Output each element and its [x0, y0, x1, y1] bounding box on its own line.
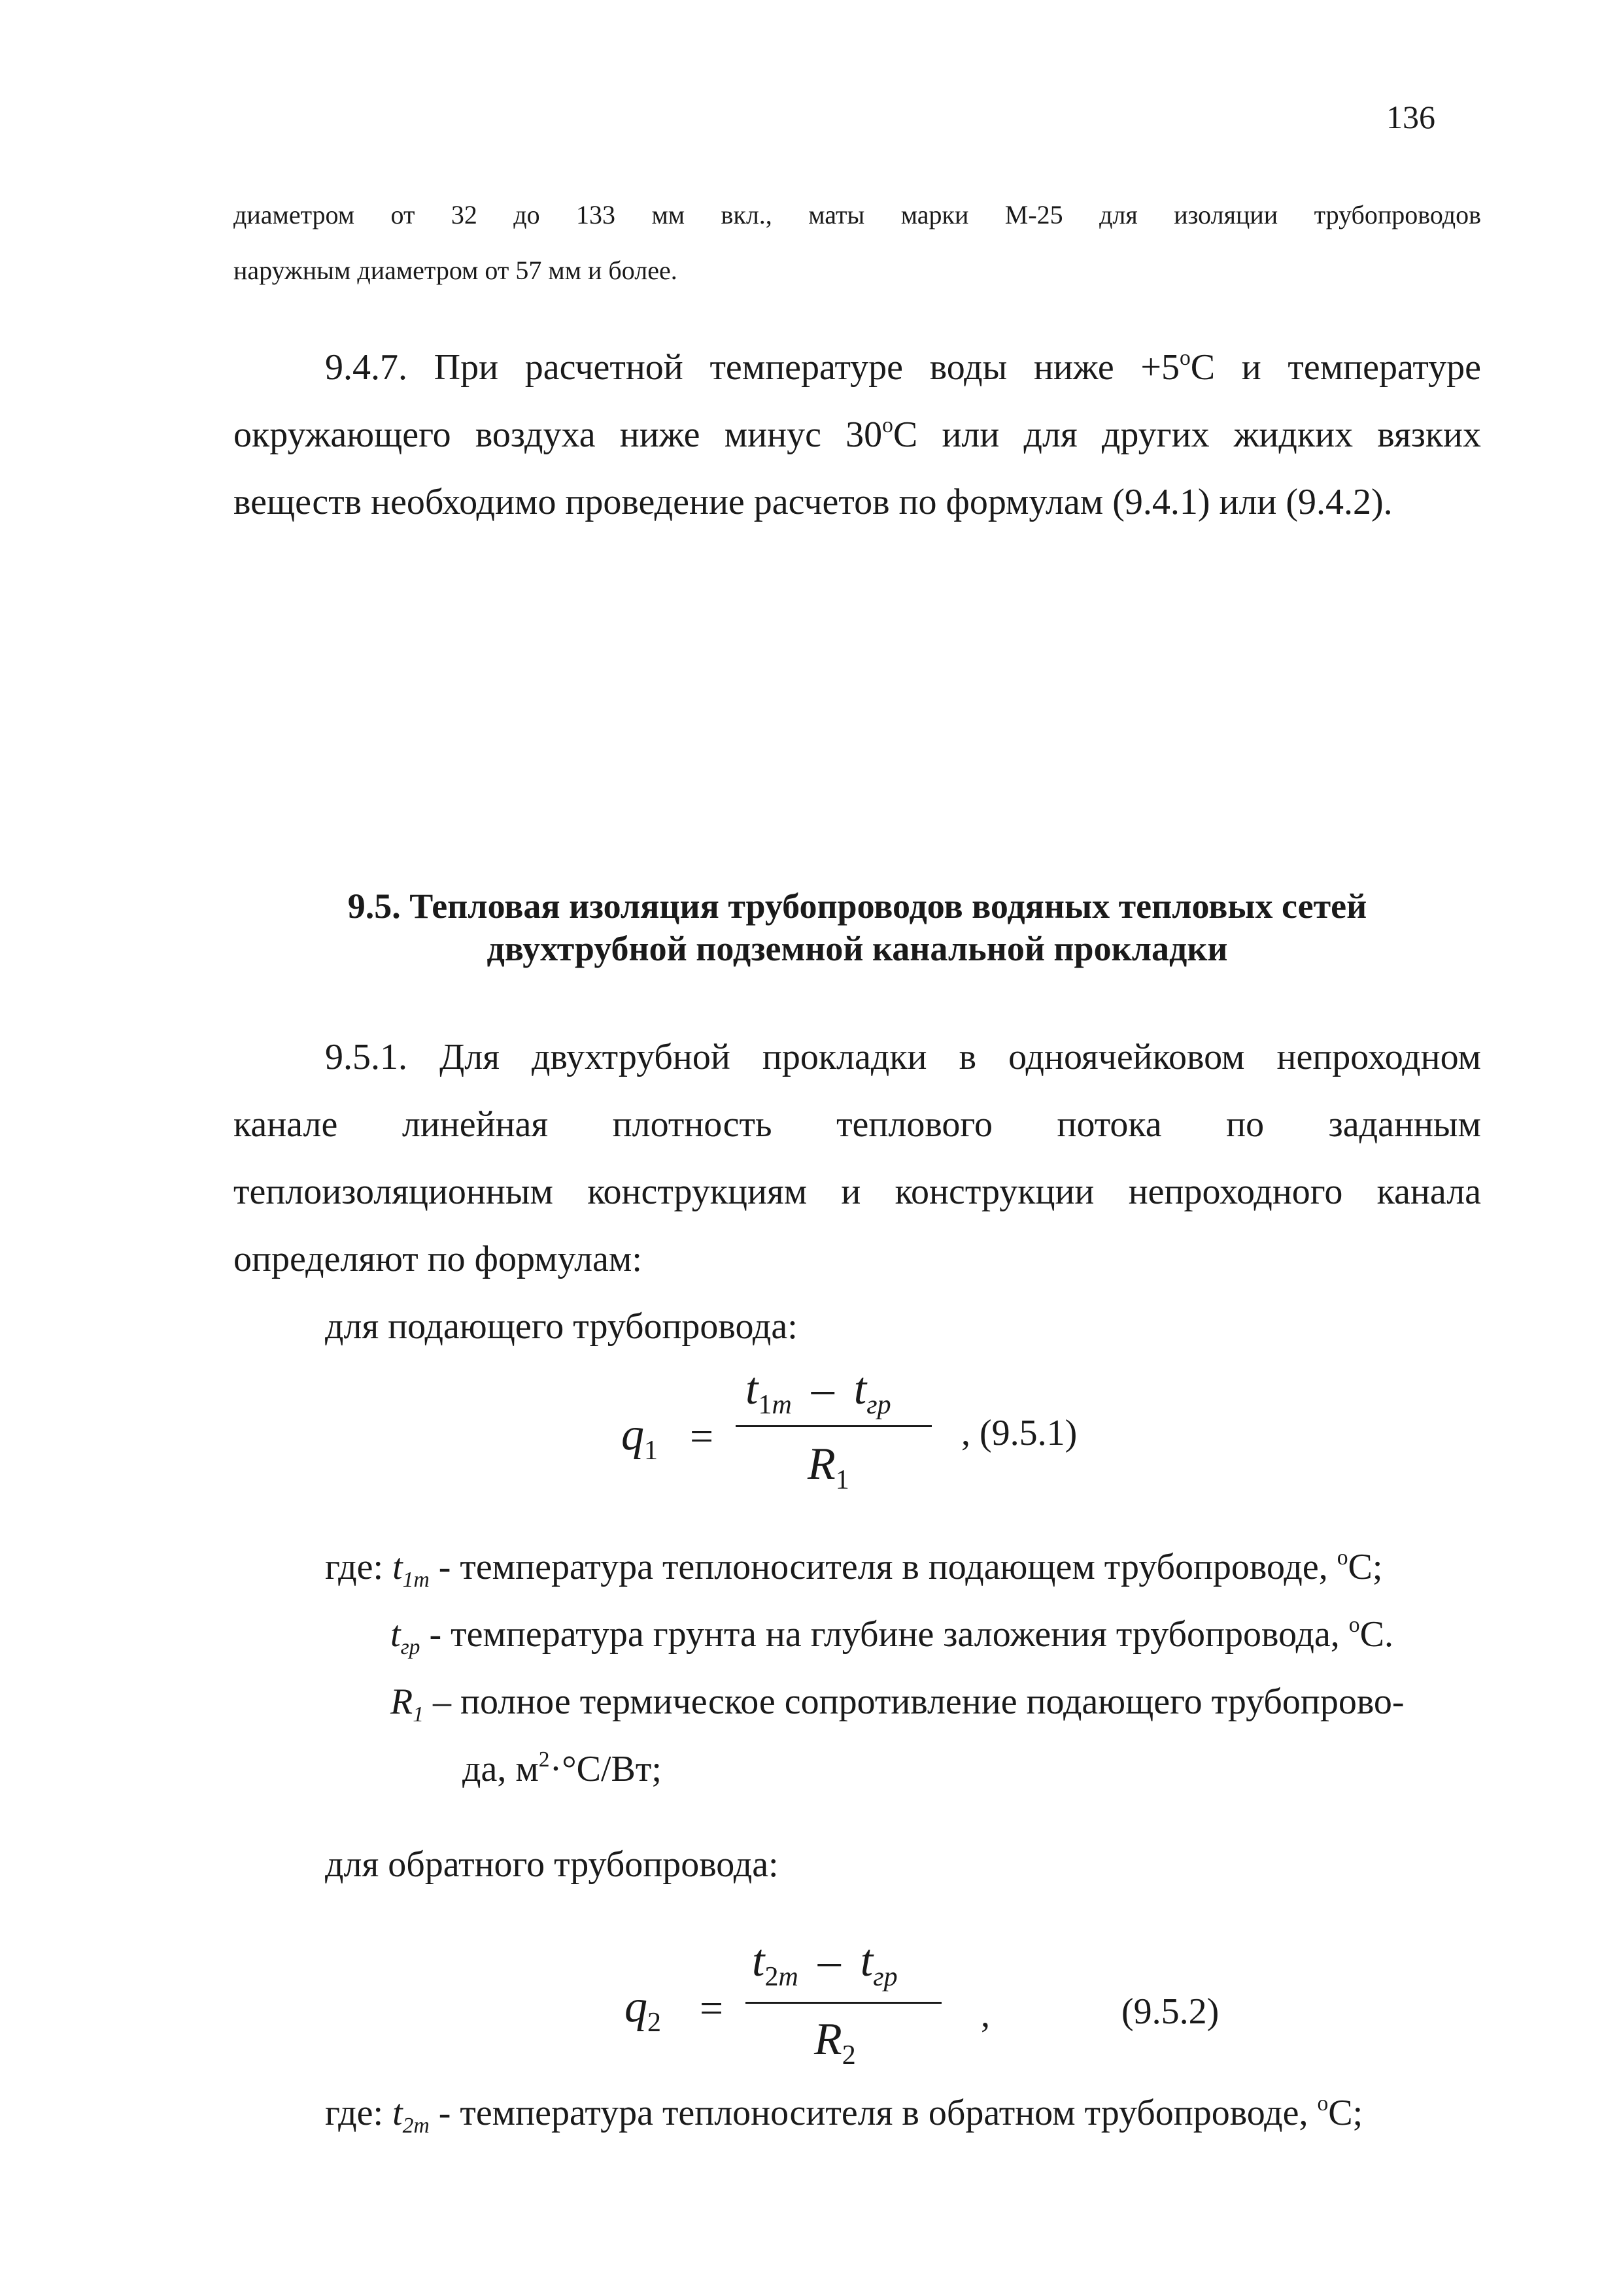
where1-r1: $R_1$ – полное термическое сопротивление подающего трубопрово-: [390, 1681, 1405, 1727]
heading-line-2: двухтрубной подземной канальной прокладки: [486, 929, 1228, 968]
p951-line-1: 9.5.1. Для двухтрубной прокладки в одноячейковом непроходном: [325, 1037, 1481, 1077]
return-label: для обратного трубопровода:: [325, 1844, 779, 1885]
formula2-lhs: $q_2$: [624, 1982, 661, 2038]
formula2-denominator: $R_2$: [814, 2014, 856, 2070]
page-number: 136: [1386, 99, 1435, 135]
formula1-denominator: $R_1$: [808, 1439, 849, 1495]
intro-line-2: наружным диаметром от 57 мм и более.: [233, 256, 677, 285]
formula1-numerator: $t_{1т} - t_{гр}$: [745, 1364, 891, 1420]
where1-r1-units: да, $м^2\cdot^\circ С/Вт$;: [462, 1747, 662, 1789]
formula2-numerator: $t_{2т} - t_{гр}$: [752, 1936, 898, 1992]
p951-line-2: канале линейная плотность теплового потока по заданным: [233, 1104, 1481, 1145]
where1-tgr: $t_{гр}$ - температура грунта на глубине заложения трубопровода, $^o$С.: [390, 1613, 1393, 1659]
p951-line-3: теплоизоляционным конструкциям и конструкции непроходного канала: [233, 1172, 1481, 1212]
p947-line-3: веществ необходимо проведение расчетов по формулам (9.4.1) или (9.4.2).: [233, 482, 1393, 522]
formula1-number: , (9.5.1): [961, 1413, 1078, 1453]
intro-line-1: диаметром от 32 до 133 мм вкл., маты марки М-25 для изоляции трубопроводов: [233, 200, 1481, 229]
where1-t1m: где: $t_{1m}$ - температура теплоносителя в подающем трубопроводе, $^o$С;: [325, 1545, 1383, 1592]
supply-label: для подающего трубопровода:: [325, 1306, 798, 1347]
formula2-number: (9.5.2): [1121, 1991, 1220, 2032]
p951-line-4: определяют по формулам:: [233, 1239, 642, 1279]
formula2-equals: =: [700, 1985, 724, 2031]
formula1-equals: =: [690, 1413, 714, 1459]
formula2-fraction-bar: [745, 2002, 942, 2004]
heading-line-1: 9.5. Тепловая изоляция трубопроводов водяных тепловых сетей: [347, 886, 1367, 926]
p947-line-2: окружающего воздуха ниже минус 30$^o$С или для других жидких вязких: [233, 413, 1481, 455]
p947-line-1: 9.4.7. При расчетной температуре воды ниже $+5^oС$ и температуре: [325, 346, 1482, 388]
formula1-lhs: $q_1$: [621, 1410, 658, 1466]
formula1-fraction-bar: [736, 1425, 932, 1427]
where2-t2m: где: $t_{2m}$ - температура теплоносителя в обратном трубопроводе, $^o$С;: [325, 2091, 1363, 2138]
formula2-comma: ,: [981, 1995, 990, 2035]
